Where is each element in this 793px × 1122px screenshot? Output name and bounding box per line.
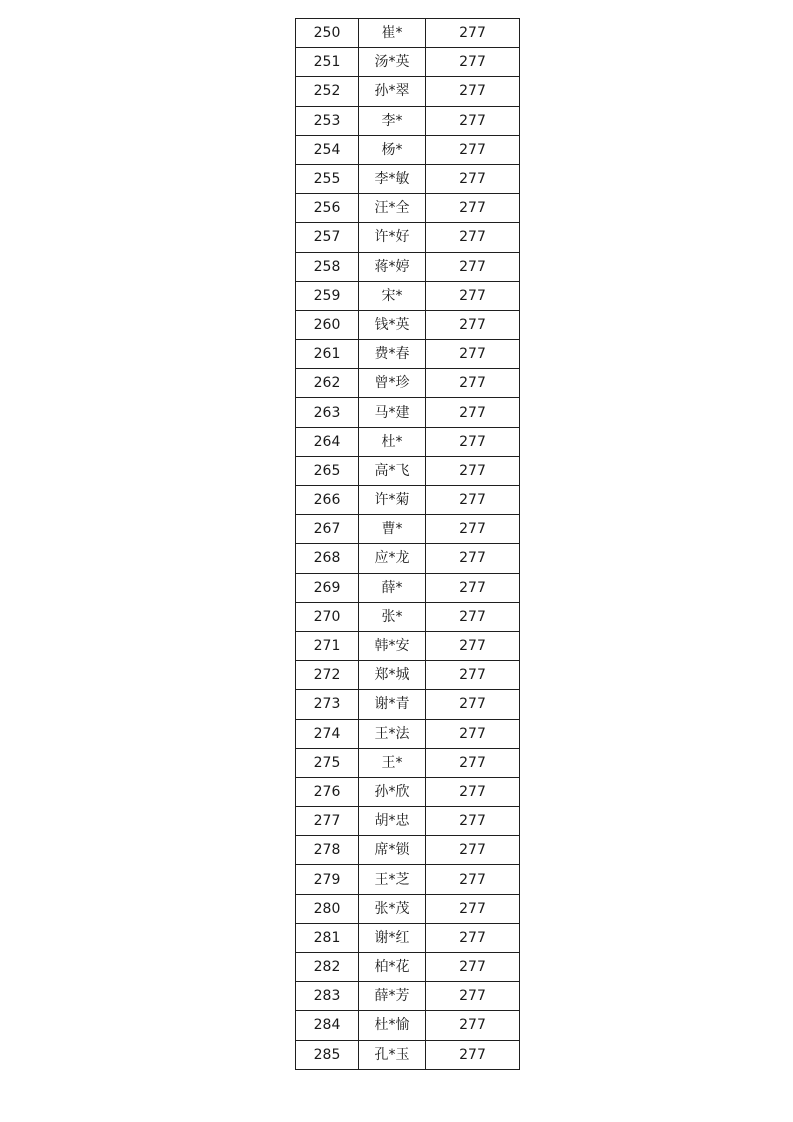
- row-number-cell: 263: [296, 398, 359, 427]
- row-score-cell: 277: [426, 135, 520, 164]
- row-number-cell: 253: [296, 106, 359, 135]
- row-number-cell: 255: [296, 164, 359, 193]
- row-name-cell: 薛*芳: [359, 982, 426, 1011]
- row-score-cell: 277: [426, 923, 520, 952]
- row-score-cell: 277: [426, 515, 520, 544]
- row-score-cell: 277: [426, 281, 520, 310]
- row-score-cell: 277: [426, 748, 520, 777]
- row-score-cell: 277: [426, 456, 520, 485]
- row-score-cell: 277: [426, 719, 520, 748]
- table-row: [296, 106, 520, 135]
- row-score-cell: 277: [426, 602, 520, 631]
- row-number-cell: 265: [296, 456, 359, 485]
- table-row: [296, 194, 520, 223]
- row-number-cell: 273: [296, 690, 359, 719]
- table-row: [296, 19, 520, 48]
- row-score-cell: 277: [426, 398, 520, 427]
- table-row: [296, 865, 520, 894]
- row-name-cell: 蒋*婷: [359, 252, 426, 281]
- row-name-cell: 杜*: [359, 427, 426, 456]
- row-score-cell: 277: [426, 48, 520, 77]
- table-row: [296, 1040, 520, 1069]
- row-score-cell: 277: [426, 836, 520, 865]
- table-row: [296, 1011, 520, 1040]
- row-name-cell: 郑*城: [359, 661, 426, 690]
- ranking-table: [295, 18, 520, 1070]
- row-name-cell: 张*: [359, 602, 426, 631]
- table-row: [296, 953, 520, 982]
- row-name-cell: 汤*英: [359, 48, 426, 77]
- row-name-cell: 高*飞: [359, 456, 426, 485]
- row-score-cell: 277: [426, 77, 520, 106]
- row-number-cell: 251: [296, 48, 359, 77]
- row-name-cell: 胡*忠: [359, 807, 426, 836]
- row-number-cell: 279: [296, 865, 359, 894]
- table-row: [296, 369, 520, 398]
- row-number-cell: 261: [296, 340, 359, 369]
- row-number-cell: 282: [296, 953, 359, 982]
- row-number-cell: 276: [296, 777, 359, 806]
- row-score-cell: 277: [426, 544, 520, 573]
- row-name-cell: 马*建: [359, 398, 426, 427]
- row-number-cell: 283: [296, 982, 359, 1011]
- row-score-cell: 277: [426, 865, 520, 894]
- row-name-cell: 薛*: [359, 573, 426, 602]
- row-number-cell: 264: [296, 427, 359, 456]
- row-number-cell: 259: [296, 281, 359, 310]
- row-score-cell: 277: [426, 486, 520, 515]
- table-row: [296, 836, 520, 865]
- row-score-cell: 277: [426, 19, 520, 48]
- row-number-cell: 270: [296, 602, 359, 631]
- row-name-cell: 孙*翠: [359, 77, 426, 106]
- row-name-cell: 柏*花: [359, 953, 426, 982]
- table-row: [296, 281, 520, 310]
- row-number-cell: 281: [296, 923, 359, 952]
- table-row: [296, 164, 520, 193]
- table-row: [296, 544, 520, 573]
- row-number-cell: 268: [296, 544, 359, 573]
- table-row: [296, 398, 520, 427]
- table-row: [296, 456, 520, 485]
- row-score-cell: 277: [426, 894, 520, 923]
- row-number-cell: 277: [296, 807, 359, 836]
- row-name-cell: 韩*安: [359, 631, 426, 660]
- row-score-cell: 277: [426, 194, 520, 223]
- row-score-cell: 277: [426, 427, 520, 456]
- table-row: [296, 48, 520, 77]
- row-name-cell: 曹*: [359, 515, 426, 544]
- row-number-cell: 266: [296, 486, 359, 515]
- row-number-cell: 256: [296, 194, 359, 223]
- table-row: [296, 602, 520, 631]
- table-row: [296, 252, 520, 281]
- row-name-cell: 费*春: [359, 340, 426, 369]
- table-row: [296, 923, 520, 952]
- table-row: [296, 486, 520, 515]
- ranking-table-body: [296, 19, 520, 1070]
- row-name-cell: 许*菊: [359, 486, 426, 515]
- table-row: [296, 515, 520, 544]
- row-name-cell: 孔*玉: [359, 1040, 426, 1069]
- table-row: [296, 982, 520, 1011]
- row-name-cell: 崔*: [359, 19, 426, 48]
- row-score-cell: 277: [426, 661, 520, 690]
- row-score-cell: 277: [426, 223, 520, 252]
- row-name-cell: 席*锁: [359, 836, 426, 865]
- row-number-cell: 271: [296, 631, 359, 660]
- row-name-cell: 李*敏: [359, 164, 426, 193]
- table-row: [296, 777, 520, 806]
- row-score-cell: 277: [426, 573, 520, 602]
- row-score-cell: 277: [426, 807, 520, 836]
- row-number-cell: 258: [296, 252, 359, 281]
- row-number-cell: 250: [296, 19, 359, 48]
- row-name-cell: 宋*: [359, 281, 426, 310]
- table-row: [296, 719, 520, 748]
- row-number-cell: 278: [296, 836, 359, 865]
- row-name-cell: 曾*珍: [359, 369, 426, 398]
- row-name-cell: 应*龙: [359, 544, 426, 573]
- row-score-cell: 277: [426, 631, 520, 660]
- table-row: [296, 573, 520, 602]
- row-score-cell: 277: [426, 369, 520, 398]
- table-row: [296, 894, 520, 923]
- row-number-cell: 285: [296, 1040, 359, 1069]
- row-number-cell: 254: [296, 135, 359, 164]
- row-score-cell: 277: [426, 252, 520, 281]
- row-name-cell: 杜*愉: [359, 1011, 426, 1040]
- row-number-cell: 274: [296, 719, 359, 748]
- row-number-cell: 275: [296, 748, 359, 777]
- table-row: [296, 807, 520, 836]
- row-number-cell: 257: [296, 223, 359, 252]
- row-score-cell: 277: [426, 164, 520, 193]
- row-number-cell: 284: [296, 1011, 359, 1040]
- table-row: [296, 427, 520, 456]
- row-name-cell: 王*法: [359, 719, 426, 748]
- row-number-cell: 252: [296, 77, 359, 106]
- row-score-cell: 277: [426, 340, 520, 369]
- row-name-cell: 李*: [359, 106, 426, 135]
- row-score-cell: 277: [426, 953, 520, 982]
- row-score-cell: 277: [426, 777, 520, 806]
- table-row: [296, 77, 520, 106]
- row-name-cell: 谢*青: [359, 690, 426, 719]
- row-score-cell: 277: [426, 1040, 520, 1069]
- row-name-cell: 杨*: [359, 135, 426, 164]
- row-name-cell: 许*好: [359, 223, 426, 252]
- row-name-cell: 汪*全: [359, 194, 426, 223]
- row-number-cell: 280: [296, 894, 359, 923]
- table-row: [296, 223, 520, 252]
- row-number-cell: 269: [296, 573, 359, 602]
- table-row: [296, 310, 520, 339]
- row-name-cell: 王*芝: [359, 865, 426, 894]
- row-score-cell: 277: [426, 982, 520, 1011]
- row-number-cell: 262: [296, 369, 359, 398]
- table-row: [296, 661, 520, 690]
- row-name-cell: 钱*英: [359, 310, 426, 339]
- row-number-cell: 267: [296, 515, 359, 544]
- row-name-cell: 王*: [359, 748, 426, 777]
- row-score-cell: 277: [426, 1011, 520, 1040]
- row-name-cell: 孙*欣: [359, 777, 426, 806]
- row-number-cell: 260: [296, 310, 359, 339]
- row-score-cell: 277: [426, 106, 520, 135]
- table-row: [296, 135, 520, 164]
- table-row: [296, 690, 520, 719]
- row-score-cell: 277: [426, 310, 520, 339]
- table-row: [296, 748, 520, 777]
- table-row: [296, 340, 520, 369]
- row-number-cell: 272: [296, 661, 359, 690]
- row-score-cell: 277: [426, 690, 520, 719]
- row-name-cell: 谢*红: [359, 923, 426, 952]
- table-row: [296, 631, 520, 660]
- row-name-cell: 张*茂: [359, 894, 426, 923]
